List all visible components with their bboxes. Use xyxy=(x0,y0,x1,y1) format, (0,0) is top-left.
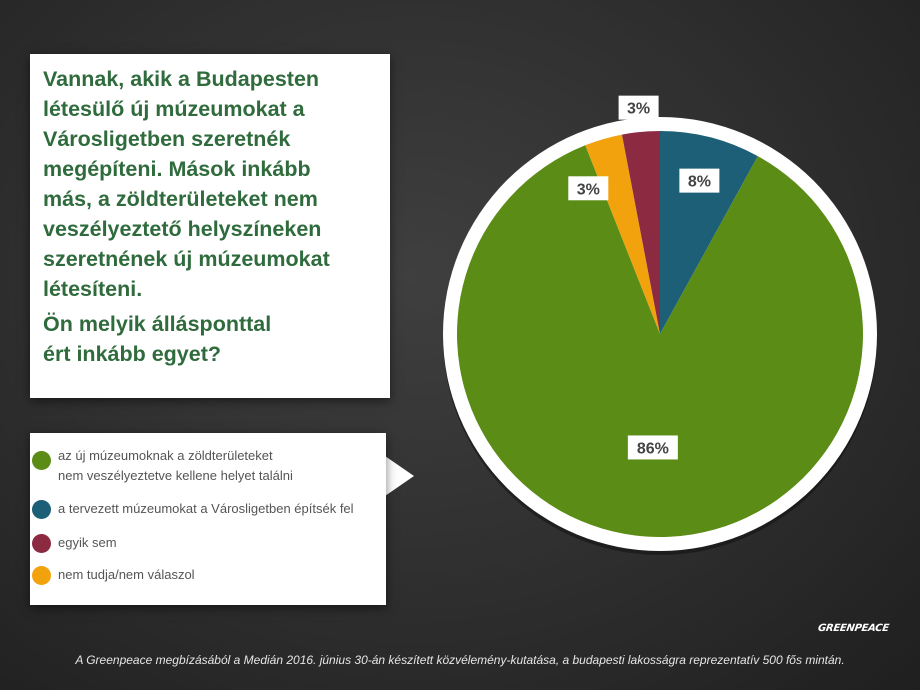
legend-pointer-arrow xyxy=(385,456,414,496)
legend-label-orange: nem tudja/nem válaszol xyxy=(58,567,195,582)
question-line: veszélyeztető helyszíneken xyxy=(43,217,322,241)
legend-label-green-line1: az új múzeumoknak a zöldterületeket xyxy=(58,448,273,463)
question-text xyxy=(43,64,376,369)
legend xyxy=(30,433,386,605)
footer-source-note: A Greenpeace megbízásából a Medián 2016. június 30-án készített közvélemény-kutatása, a budapesti lakosságra reprezentatív 500 fős mintán. xyxy=(75,653,845,667)
question-line: ért inkább egyet? xyxy=(43,342,222,366)
question-line: más, a zöldterületeket nem xyxy=(43,187,318,211)
question-line: létesülő új múzeumokat a xyxy=(43,97,305,121)
question-line: létesíteni. xyxy=(43,277,143,301)
question-line: megépíteni. Mások inkább xyxy=(43,157,311,181)
legend-dot-blue xyxy=(32,500,51,519)
question-line: szeretnének új múzeumokat xyxy=(43,247,330,271)
question-line: Városligetben szeretnék xyxy=(43,127,291,151)
question-line: Ön melyik állásponttal xyxy=(43,312,272,336)
legend-label-green-line2: nem veszélyeztetve kellene helyet találni xyxy=(58,468,293,483)
greenpeace-logo: GREENPEACE xyxy=(817,623,890,634)
legend-dot-orange xyxy=(32,566,51,585)
legend-dot-red xyxy=(32,534,51,553)
pie-label-egyik-sem: 3% xyxy=(627,100,651,118)
pie-label-az-uj: 86% xyxy=(636,440,669,458)
legend-label-red: egyik sem xyxy=(58,535,117,550)
pie-label-nem-tudja: 3% xyxy=(576,181,600,199)
question-line: Vannak, akik a Budapesten xyxy=(43,67,320,91)
question-box xyxy=(30,54,390,398)
pie-label-a-tervezett: 8% xyxy=(687,173,711,191)
legend-dot-green xyxy=(32,451,51,470)
legend-label-blue: a tervezett múzeumokat a Városligetben építsék fel xyxy=(58,501,354,516)
